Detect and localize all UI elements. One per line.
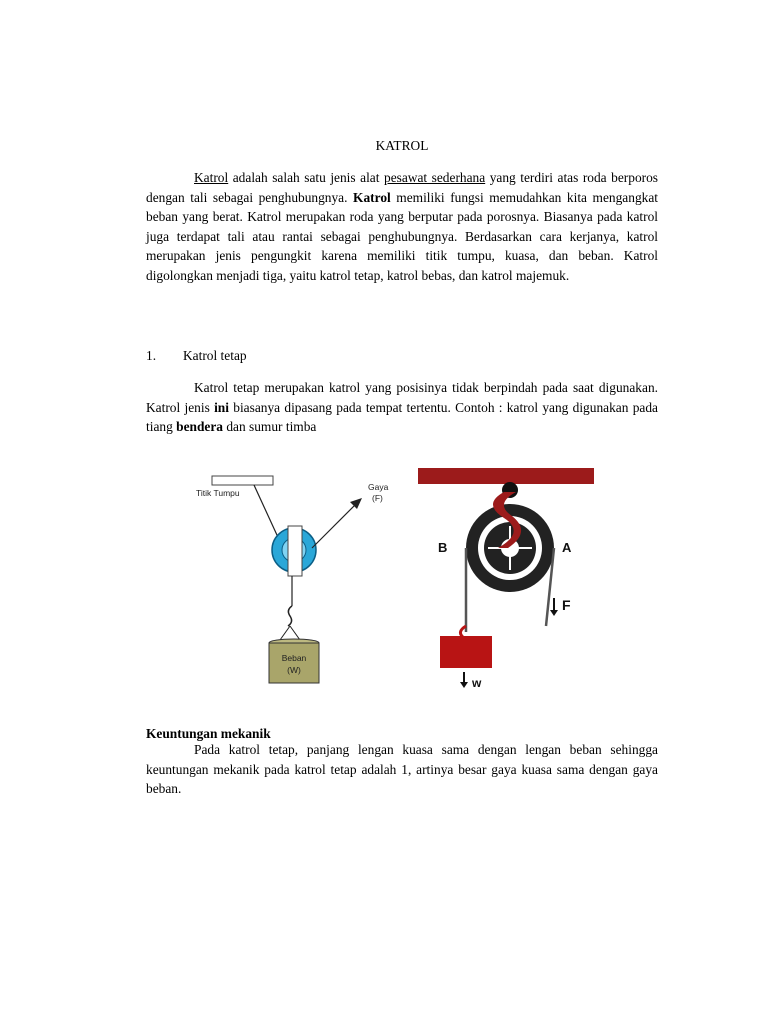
- load-weight: [269, 643, 319, 683]
- hook-icon: [288, 606, 292, 626]
- keuntungan-heading: Keuntungan mekanik: [146, 726, 271, 741]
- section-heading: [146, 346, 247, 366]
- section1-paragraph: Katrol tetap merupakan katrol yang posisinya tidak berpindah pada saat digunakan. Katrol jenis ini biasanya dipasang pada tempat tertentu. Contoh : katrol yang digunakan pada tiang bendera dan sumur timba: [146, 380, 658, 435]
- section-number: 1.: [146, 348, 157, 363]
- label-gaya: Gaya: [368, 482, 389, 492]
- pulley-illustration: [414, 464, 594, 694]
- ceiling-beam: [418, 468, 594, 484]
- load-weight: [440, 636, 492, 668]
- label-b: B: [438, 540, 448, 555]
- arrow-up-icon: [350, 498, 362, 509]
- label-titik-tumpu: Titik Tumpu: [196, 488, 240, 498]
- label-gaya-f: (F): [372, 493, 383, 503]
- label-w: w: [472, 676, 482, 690]
- intro-paragraph: Katrol adalah salah satu jenis alat pesawat sederhana yang terdiri atas roda berporos dengan tali sebagai penghubungnya. Katrol memiliki fungsi memudahkan kita mengangkat beban yang berat. Katrol merupakan roda yang berputar pada porosnya. Biasanya pada katrol juga terdapat tali atau rantai sebagai penghubungnya. Berdasarkan cara kerjanya, katrol merupakan jenis pengungkit karena memiliki titik tumpu, kuasa, dan beban. Katrol digolongkan menjadi tiga, yaitu katrol tetap, katrol bebas, dan katrol majemuk.: [146, 170, 659, 283]
- label-beban-w: (W): [287, 665, 301, 675]
- label-f: F: [562, 597, 571, 613]
- section-title: Katrol tetap: [183, 348, 247, 363]
- pulley-block: [288, 526, 302, 576]
- fixed-pulley-diagram: [186, 468, 406, 694]
- support-bar: [212, 476, 273, 485]
- label-a: A: [562, 540, 572, 555]
- link-katrol[interactable]: Katrol: [194, 170, 229, 185]
- link-pesawat-sederhana[interactable]: pesawat sederhana: [384, 170, 486, 185]
- keuntungan-paragraph: Pada katrol tetap, panjang lengan kuasa sama dengan lengan beban sehingga keuntungan mekanik pada katrol tetap adalah 1, artinya besar gaya kuasa sama dengan gaya beban.: [146, 742, 658, 797]
- bold-katrol: Katrol: [353, 189, 391, 205]
- page-title: KATROL: [375, 138, 429, 153]
- label-beban: Beban: [281, 653, 307, 663]
- force-rope: [312, 504, 356, 548]
